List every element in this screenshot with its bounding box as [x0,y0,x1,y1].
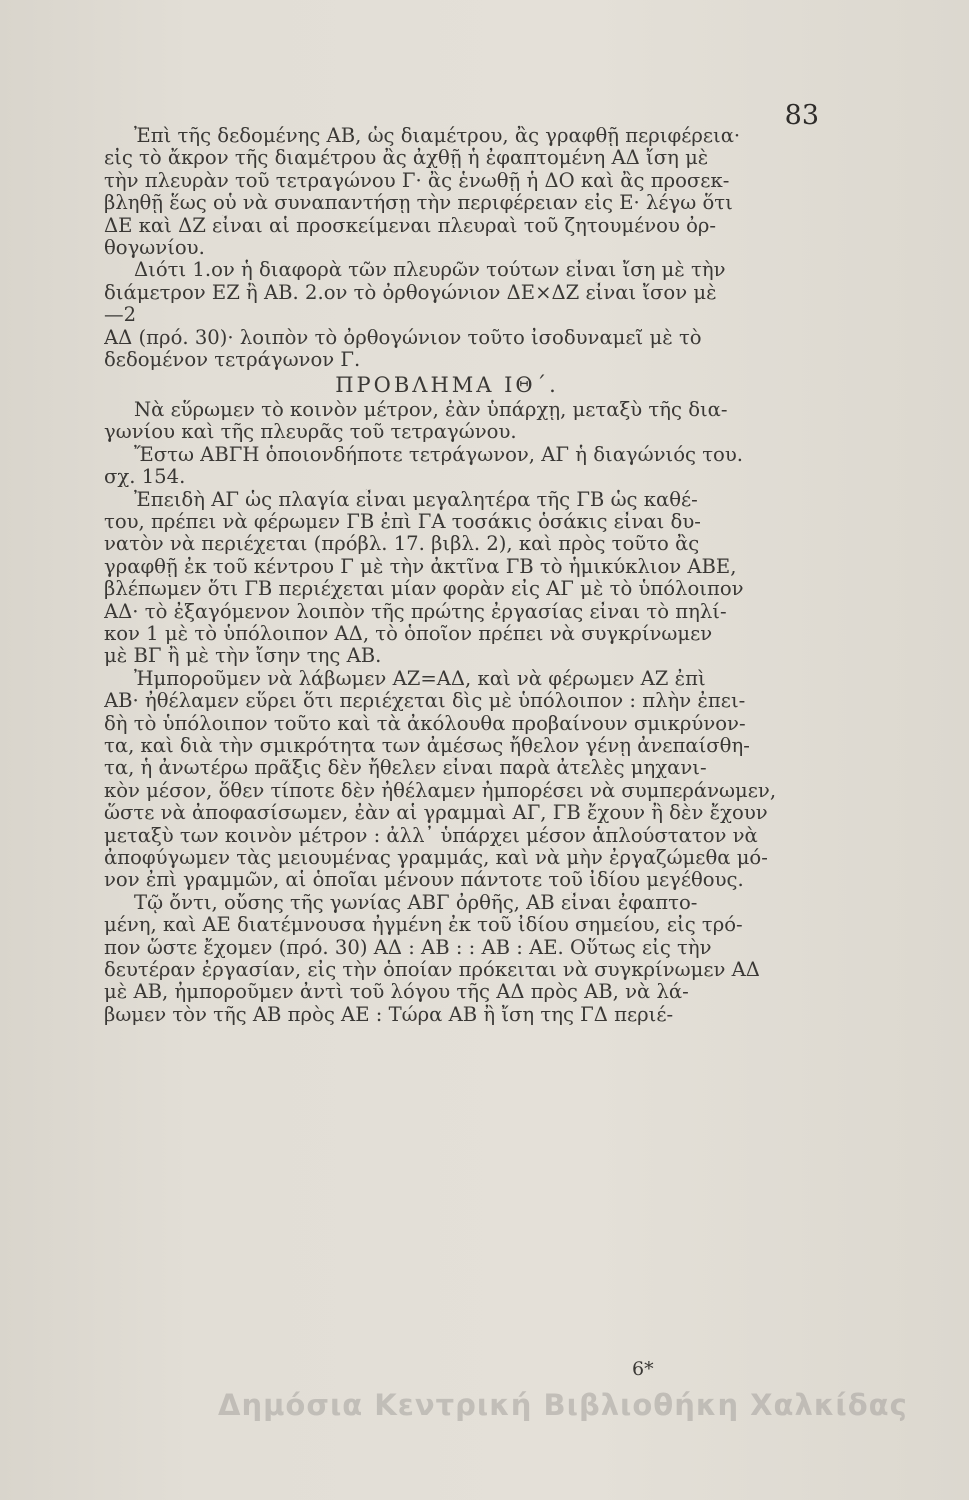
printer-signature-mark: 6* [632,1358,654,1380]
text-line: δευτέραν ἐργασίαν, εἰς τὴν ὁποίαν πρόκειται νὰ συγκρίνωμεν ΑΔ [104,959,760,982]
text-line: Διότι 1.ον ἡ διαφορὰ τῶν πλευρῶν τούτων εἶναι ἴση μὲ τὴν [134,259,726,282]
text-line: μὲ ΑΒ, ἠμποροῦμεν ἀντὶ τοῦ λόγου τῆς ΑΔ πρὸς ΑΒ, νὰ λά- [104,981,689,1004]
text-line: γωνίου καὶ τῆς πλευρᾶς τοῦ τετραγώνου. [104,421,517,444]
text-line: γραφθῇ ἐκ τοῦ κέντρου Γ μὲ τὴν ἀκτῖνα ΓΒ τὸ ἡμικύκλιον ΑΒΕ, [104,555,737,578]
library-watermark: Δημόσια Κεντρική Βιβλιοθήκη Χαλκίδας [218,1388,908,1422]
text-line: πον ὥστε ἔχομεν (πρό. 30) ΑΔ : ΑΒ : : ΑΒ : ΑΕ. Οὕτως εἰς τὴν [104,936,712,959]
text-line: βωμεν τὸν τῆς ΑΒ πρὸς ΑΕ : Τώρα ΑΒ ἢ ἴση της ΓΔ περιέ- [104,1003,674,1026]
text-line: βλέπωμεν ὅτι ΓΒ περιέχεται μίαν φορὰν εἰς ΑΓ μὲ τὸ ὑπόλοιπον [104,578,744,601]
text-line: βληθῇ ἕως οὗ νὰ συναπαντήσῃ τὴν περιφέρειαν εἰς Ε· λέγω ὅτι [104,192,733,215]
text-line: νον ἐπὶ γραμμῶν, αἱ ὁποῖαι μένουν πάντοτε τοῦ ἰδίου μεγέθους. [104,869,744,892]
body-text [104,125,790,1026]
text-line: μεταξὺ των κοινὸν μέτρον : ἀλλ᾽ ὑπάρχει μέσον ἁπλούστατον νὰ [104,824,758,847]
text-line: —2 [104,304,137,327]
text-line: ἀποφύγωμεν τὰς μειουμένας γραμμάς, καὶ νὰ μὴν ἐργαζώμεθα μό- [104,847,768,869]
text-line: σχ. 154. [104,466,186,489]
text-line: μὲ ΒΓ ἢ μὲ τὴν ἴσην της ΑΒ. [104,645,382,668]
text-line: δεδομένον τετράγωνον Γ. [104,349,361,372]
text-line: διάμετρον ΕΖ ἢ ΑΒ. 2.ον τὸ ὀρθογώνιον ΔΕ×ΔΖ εἶναι ἴσον μὲ [104,281,717,304]
text-line: Ἠμποροῦμεν νὰ λάβωμεν ΑΖ=ΑΔ, καὶ νὰ φέρωμεν ΑΖ ἐπὶ [134,667,706,690]
text-line: θογωνίου. [104,237,205,260]
text-line: ΔΕ καὶ ΔΖ εἶναι αἱ προσκείμεναι πλευραὶ τοῦ ζητουμένου ὀρ- [104,214,717,237]
text-line: νατὸν νὰ περιέχεται (πρόβλ. 17. βιβλ. 2), καὶ πρὸς τοῦτο ἂς [104,533,700,556]
text-line: ὥστε νὰ ἀποφασίσωμεν, ἐὰν αἱ γραμμαὶ ΑΓ, ΓΒ ἔχουν ἢ δὲν ἔχουν [104,802,768,825]
page-number: 83 [784,100,819,131]
text-line: ΑΔ (πρό. 30)· λοιπὸν τὸ ὀρθογώνιον τοῦτο ἰσοδυναμεῖ μὲ τὸ [104,326,702,349]
text-line: Ἔστω ΑΒΓΗ ὁποιονδήποτε τετράγωνον, ΑΓ ἡ διαγώνιός του. [134,443,743,466]
text-line: τα, καὶ διὰ τὴν σμικρότητα των ἀμέσως ἤθελον γένῃ ἀνεπαίσθη- [104,734,750,757]
text-line: ΑΒ· ἠθέλαμεν εὕρει ὅτι περιέχεται δὶς μὲ ὑπόλοιπον : πλὴν ἐπει- [104,690,746,713]
text-line: Ἐπειδὴ ΑΓ ὡς πλαγία εἶναι μεγαλητέρα τῆς ΓΒ ὡς καθέ- [134,488,698,511]
text-line: Τῷ ὄντι, οὔσης τῆς γωνίας ΑΒΓ ὀρθῆς, ΑΒ εἶναι ἐφαπτο- [134,891,698,914]
text-line: ΑΔ· τὸ ἐξαγόμενον λοιπὸν τῆς πρώτης ἐργασίας εἶναι τὸ πηλί- [104,600,727,623]
problem-heading: ΠΡΟΒΛΗΜΑ ΙΘ΄. [335,373,559,398]
text-line: κὸν μέσον, ὅθεν τίποτε δὲν ἠθέλαμεν ἠμπορέσει νὰ συμπεράνωμεν, [104,779,777,802]
text-line: του, πρέπει νὰ φέρωμεν ΓΒ ἐπὶ ΓΑ τοσάκις ὁσάκις εἶναι δυ- [104,510,701,533]
text-line: δὴ τὸ ὑπόλοιπον τοῦτο καὶ τὰ ἀκόλουθα προβαίνουν σμικρύνον- [104,712,746,735]
text-line: Νὰ εὕρωμεν τὸ κοινὸν μέτρον, ἐὰν ὑπάρχῃ, μεταξὺ τῆς δια- [134,398,728,421]
text-line: κον 1 μὲ τὸ ὑπόλοιπον ΑΔ, τὸ ὁποῖον πρέπει νὰ συγκρίνωμεν [104,622,713,645]
text-line: τα, ἡ ἀνωτέρω πρᾶξις δὲν ἤθελεν εἶναι παρὰ ἀτελὲς μηχανι- [104,757,707,780]
text-line: Ἐπὶ τῆς δεδομένης ΑΒ, ὡς διαμέτρου, ἂς γραφθῇ περιφέρεια· [134,125,741,147]
text-line: εἰς τὸ ἄκρον τῆς διαμέτρου ἂς ἀχθῇ ἡ ἐφαπτομένη ΑΔ ἴση μὲ [104,147,709,170]
text-line: μένη, καὶ ΑΕ διατέμνουσα ἠγμένη ἐκ τοῦ ἰδίου σημείου, εἰς τρό- [104,914,743,937]
text-line: τὴν πλευρὰν τοῦ τετραγώνου Γ· ἂς ἑνωθῇ ἡ ΔΟ καὶ ἂς προσεκ- [104,169,730,192]
